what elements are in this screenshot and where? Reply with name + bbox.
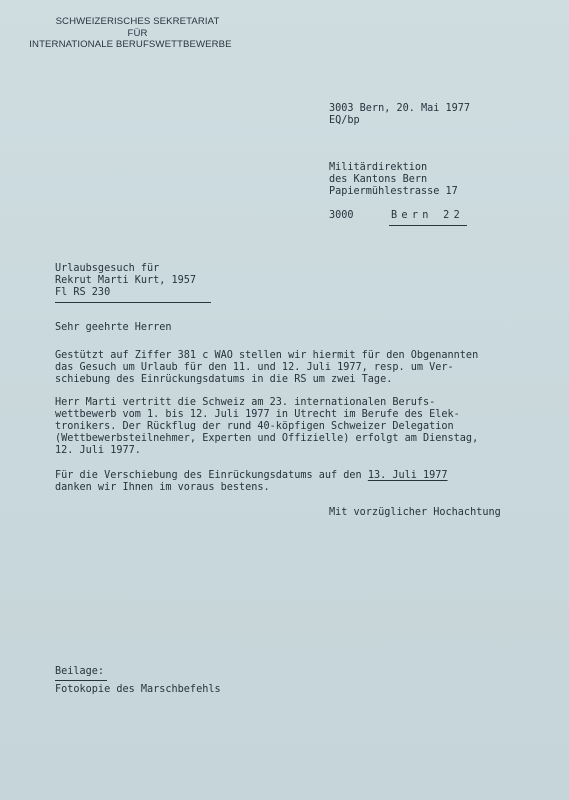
recipient-underline (389, 225, 467, 226)
paragraph-1-line-1: Gestützt auf Ziffer 381 c WAO stellen wir hiermit für den Obgenannten (55, 350, 479, 361)
recipient-city: Bern 22 (391, 210, 465, 221)
subject-line-3: Fl RS 230 (55, 287, 111, 298)
paragraph-1-line-2: das Gesuch um Urlaub für den 11. und 12. Juli 1977, resp. um Ver- (55, 362, 454, 373)
paragraph-1-line-3: schiebung des Einrückungsdatums in die RS um zwei Tage. (55, 374, 393, 385)
subject-line-1: Urlaubsgesuch für (55, 263, 160, 274)
recipient-line-1: Militärdirektion (329, 162, 428, 173)
paragraph-3-prefix: Für die Verschiebung des Einrückungsdatums auf den (55, 470, 368, 481)
enclosure-label: Beilage: (55, 666, 105, 677)
paragraph-2-line-5: 12. Juli 1977. (55, 445, 141, 456)
letterhead-line-3: INTERNATIONALE BERUFSWETTBEWERBE (29, 39, 232, 50)
recipient-postcode: 3000 (329, 210, 354, 221)
closing: Mit vorzüglicher Hochachtung (329, 507, 501, 518)
reference: EQ/bp (329, 115, 360, 126)
enclosure-underline (55, 680, 107, 681)
paragraph-2-line-2: wettbewerb vom 1. bis 12. Juli 1977 in Utrecht im Berufe des Elek- (55, 409, 460, 420)
salutation: Sehr geehrte Herren (55, 322, 172, 333)
subject-line-2: Rekrut Marti Kurt, 1957 (55, 275, 197, 286)
highlighted-date: 13. Juli 1977 (367, 470, 448, 481)
letterhead (30, 16, 245, 51)
paragraph-3-line-1 (55, 470, 448, 483)
subject-underline (55, 302, 211, 303)
paragraph-2-line-3: tronikers. Der Rückflug der rund 40-köpfigen Schweizer Delegation (55, 421, 454, 432)
paragraph-2-line-1: Herr Marti vertritt die Schweiz am 23. internationalen Berufs- (55, 397, 436, 408)
letterhead-line-2: FÜR (127, 27, 148, 39)
enclosure-item: Fotokopie des Marschbefehls (55, 684, 221, 695)
paragraph-3-line-2: danken wir Ihnen im voraus bestens. (55, 482, 270, 493)
paragraph-2-line-4: (Wettbewerbsteilnehmer, Experten und Offizielle) erfolgt am Dienstag, (55, 433, 479, 444)
place-date: 3003 Bern, 20. Mai 1977 (329, 103, 471, 114)
recipient-line-3: Papiermühlestrasse 17 (329, 186, 458, 197)
recipient-line-2: des Kantons Bern (329, 174, 428, 185)
letterhead-line-1: SCHWEIZERISCHES SEKRETARIAT (55, 16, 220, 27)
